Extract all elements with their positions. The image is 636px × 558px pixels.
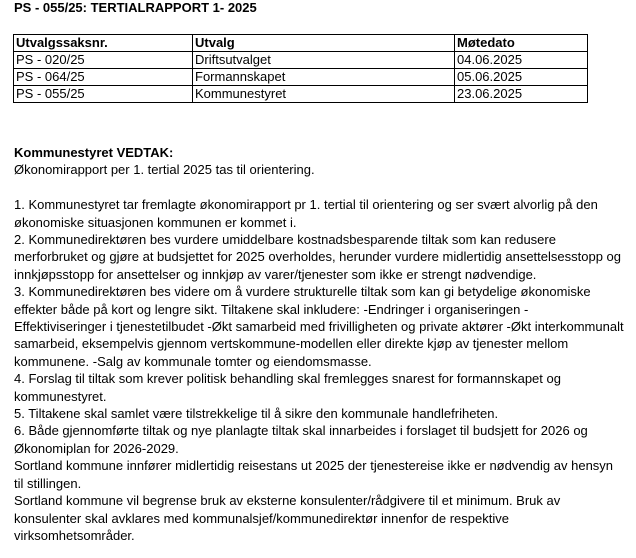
decision-heading: Kommunestyret VEDTAK: [14,145,174,160]
case-number-cell: PS - 064/25 [14,69,193,86]
paragraph-spacer [14,179,624,196]
committee-cell: Formannskapet [193,69,455,86]
decision-point-3: 3. Kommunedirektøren bes videre om å vurdere strukturelle tiltak som kan gi betydelige økonomiske effekter både på kort og lengre sikt. Tiltakene skal inkludere: -Endringer i organiseringen - Effektiviseringer i tjenestetilbudet -Økt samarbeid med frivilligheten og private aktører -Økt interkommunalt samarbeid, eksempelvis gjennom vertskommune-modellen eller direkte kjøp av tjenester mellom kommunene. -Salg av kommunale tomter og eiendomsmasse. [14,284,624,369]
meeting-date-cell: 04.06.2025 [455,52,588,69]
decision-section [14,144,624,544]
case-number-cell: PS - 020/25 [14,52,193,69]
decision-point-5: 5. Tiltakene skal samlet være tilstrekkelige til å sikre den kommunale handlefriheten. [14,406,499,422]
decision-point-2: 2. Kommunedirektøren bes vurdere umiddelbare kostnadsbesparende tiltak som kan redusere merforbruket og gjøre at budsjettet for 2025 overholdes, herunder vurdere midlertidig ansettelsesstopp og innkjøpsstopp for ansettelser og innkjøp av varer/tjenester som ikke er strengt nødvendige. [14,232,622,282]
decision-travel-freeze: Sortland kommune innfører midlertidig reisestans ut 2025 der tjenestereise ikke er nødvendig av hensyn til stillingen. [14,458,614,491]
decision-point-4: 4. Forslag til tiltak som krever politisk behandling skal fremlegges snarest for formannskapet og kommunestyret. [14,371,561,404]
column-header-meeting-date: Møtedato [455,35,588,52]
column-header-committee: Utvalg [193,35,455,52]
meeting-date-cell: 23.06.2025 [455,86,588,103]
document-title: PS - 055/25: TERTIALRAPPORT 1- 2025 [14,0,257,15]
table-row [14,69,588,86]
case-table [13,34,588,103]
decision-point-1: 1. Kommunestyret tar fremlagte økonomirapport pr 1. tertial til orientering og ser svært alvorlig på den økonomiske situasjonen kommunen er kommet i. [14,197,598,230]
table-row [14,52,588,69]
committee-cell: Driftsutvalget [193,52,455,69]
decision-consultants: Sortland kommune vil begrense bruk av eksterne konsulenter/rådgivere til et minimum. Bruk av konsulenter skal avklares med kommunalsjef/kommunedirektør innenfor de respektive virksomhetsområder. [14,493,561,543]
case-number-cell: PS - 055/25 [14,86,193,103]
table-row [14,86,588,103]
decision-point-6: 6. Både gjennomførte tiltak og nye planlagte tiltak skal innarbeides i forslaget til budsjett for 2026 og Økonomiplan for 2026-2029. [14,423,588,456]
meeting-date-cell: 05.06.2025 [455,69,588,86]
committee-cell: Kommunestyret [193,86,455,103]
column-header-case-number: Utvalgssaksnr. [14,35,193,52]
table-header-row [14,35,588,52]
decision-intro: Økonomirapport per 1. tertial 2025 tas til orientering. [14,162,315,178]
